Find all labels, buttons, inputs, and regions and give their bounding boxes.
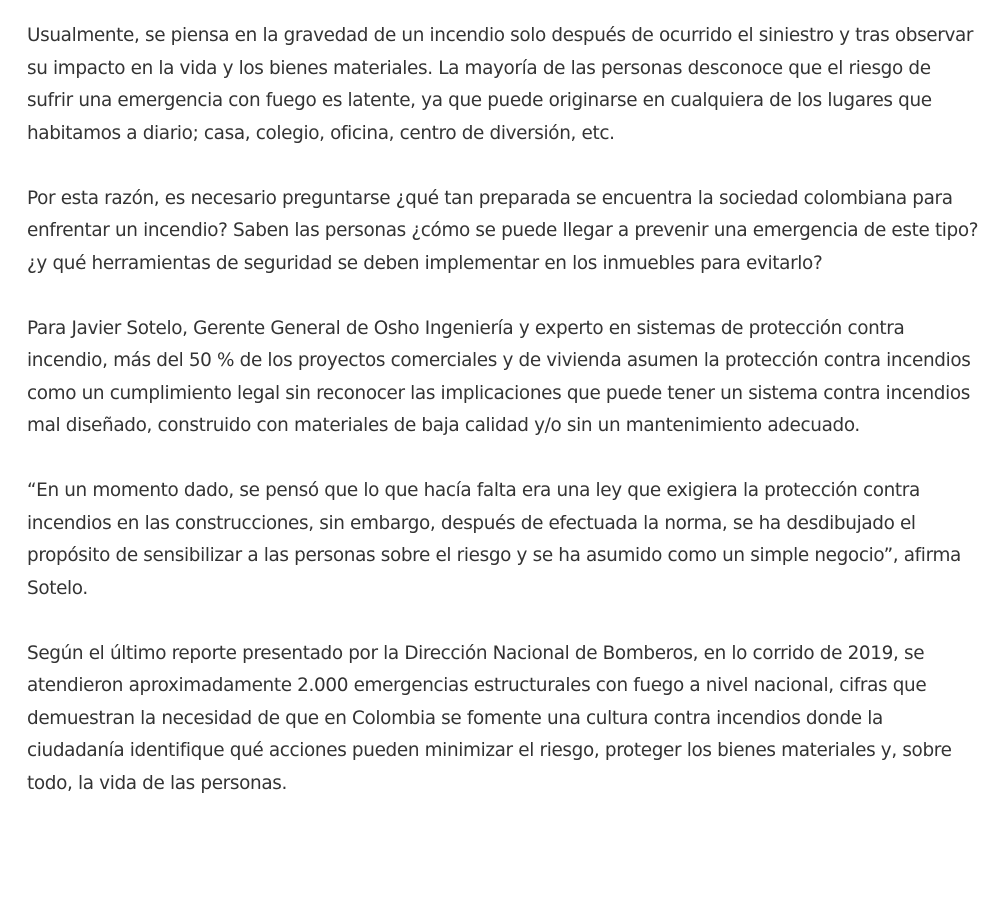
paragraph-statistics: Según el último reporte presentado por la Dirección Nacional de Bomberos, en lo corrido de 2019, se atendieron aproximadamente 2.000 emergencias estructurales con fuego a nivel nacional, cifras que demuestran la necesidad de que en Colombia se fomente una cultura contra incendios donde la ciudadanía identifique qué acciones pueden minimizar el riesgo, proteger los bienes materiales y, sobre todo, la vida de las personas. <box>27 642 952 794</box>
paragraph-expert-opinion: Para Javier Sotelo, Gerente General de Osho Ingeniería y experto en sistemas de protección contra incendio, más del 50 % de los proyectos comerciales y de vivienda asumen la protección contra incendios como un cumplimiento legal sin reconocer las implicaciones que puede tener un sistema contra incendios mal diseñado, construido con materiales de baja calidad y/o sin un mantenimiento adecuado. <box>27 317 971 436</box>
paragraph-questions: Por esta razón, es necesario preguntarse ¿qué tan preparada se encuentra la sociedad colombiana para enfrentar un incendio? Saben las personas ¿cómo se puede llegar a prevenir una emergencia de este tipo? ¿y qué herramientas de seguridad se deben implementar en los inmuebles para evitarlo? <box>27 187 979 274</box>
paragraph-intro: Usualmente, se piensa en la gravedad de un incendio solo después de ocurrido el siniestro y tras observar su impacto en la vida y los bienes materiales. La mayoría de las personas desconoce que el riesgo de sufrir una emergencia con fuego es latente, ya que puede originarse en cualquiera de los lugares que habitamos a diario; casa, colegio, oficina, centro de diversión, etc. <box>27 25 974 144</box>
paragraph-quote: “En un momento dado, se pensó que lo que hacía falta era una ley que exigiera la protección contra incendios en las construcciones, sin embargo, después de efectuada la norma, se ha desdibujado el propósito de sensibilizar a las personas sobre el riesgo y se ha asumido como un simple negocio”, afirma Sotelo. <box>27 480 961 599</box>
